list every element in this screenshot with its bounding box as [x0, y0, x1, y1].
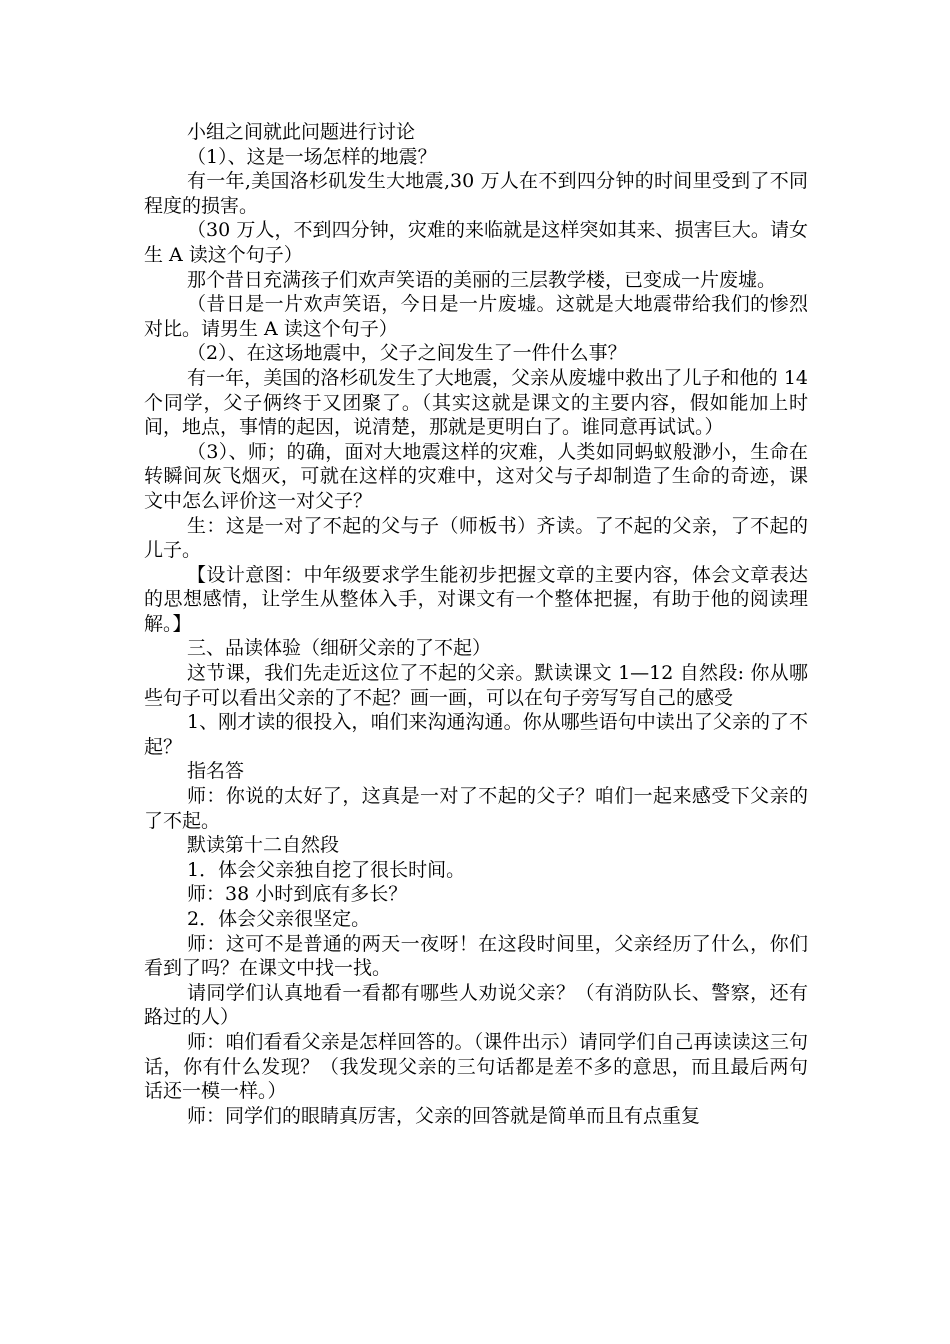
paragraph: 这节课，我们先走近这位了不起的父亲。默读课文 1—12 自然段: 你从哪些句子可以看出父亲的了不起？画一画，可以在句子旁写写自己的感受 [144, 662, 808, 709]
paragraph: 师：你说的太好了，这真是一对了不起的父子？咱们一起来感受下父亲的了不起。 [144, 785, 808, 832]
paragraph: 师：38 小时到底有多长？ [187, 883, 408, 906]
design-intent-paragraph: 【设计意图：中年级要求学生能初步把握文章的主要内容，体会文章表达的思想感情，让学生从整体入手，对课文有一个整体把握，有助于他的阅读理解。】 [144, 563, 808, 635]
paragraph: 有一年,美国洛杉矶发生大地震,30 万人在不到四分钟的时间里受到了不同程度的损害。 [144, 170, 808, 217]
paragraph: （1）、这是一场怎样的地震？ [187, 145, 437, 168]
paragraph: 有一年，美国的洛杉矶发生了大地震，父亲从废墟中救出了儿子和他的 14 个同学，父子俩终于又团聚了。（其实这就是课文的主要内容，假如能加上时间，地点，事情的起因，说清楚，那就是更明白了。谁同意再试试。） [144, 366, 808, 439]
document-body [144, 120, 808, 1128]
paragraph: （3）、师；的确，面对大地震这样的灾难，人类如同蚂蚁般渺小，生命在转瞬间灰飞烟灭，可就在这样的灾难中，这对父与子却制造了生命的奇迹，课文中怎么评价这一对父子？ [144, 440, 808, 512]
section-heading: 三、品读体验（细研父亲的了不起） [187, 637, 492, 660]
paragraph: 请同学们认真地看一看都有哪些人劝说父亲？（有消防队长、警察，还有路过的人） [144, 981, 808, 1029]
paragraph: 2．体会父亲很坚定。 [187, 908, 371, 930]
paragraph: 师：这可不是普通的两天一夜呀！在这段时间里，父亲经历了什么，你们看到了吗？在课文中找一找。 [144, 932, 808, 980]
paragraph: 师：咱们看看父亲是怎样回答的。（课件出示）请同学们自己再读读这三句话，你有什么发现？（我发现父亲的三句话都是差不多的意思，而且最后两句话还一模一样。） [144, 1030, 808, 1103]
paragraph: （昔日是一片欢声笑语，今日是一片废墟。这就是大地震带给我们的惨烈对比。请男生 A 读这个句子） [144, 293, 808, 340]
paragraph: （30 万人，不到四分钟，灾难的来临就是这样突如其来、损害巨大。请女生 A 读这个句子） [144, 219, 808, 266]
paragraph: 1．体会父亲独自挖了很长时间。 [187, 858, 466, 881]
paragraph: 那个昔日充满孩子们欢声笑语的美丽的三层教学楼，已变成一片废墟。 [187, 268, 777, 291]
paragraph: 1、刚才读的很投入，咱们来沟通沟通。你从哪些语句中读出了父亲的了不起？ [144, 711, 808, 758]
paragraph: 生：这是一对了不起的父与子（师板书）齐读。了不起的父亲，了不起的儿子。 [144, 514, 808, 562]
paragraph: 默读第十二自然段 [187, 834, 340, 857]
paragraph: 指名答 [187, 760, 245, 783]
paragraph: 师：同学们的眼睛真厉害，父亲的回答就是简单而且有点重复 [187, 1104, 701, 1127]
paragraph: （2）、在这场地震中，父子之间发生了一件什么事？ [187, 342, 627, 365]
paragraph: 小组之间就此问题进行讨论 [187, 121, 416, 143]
